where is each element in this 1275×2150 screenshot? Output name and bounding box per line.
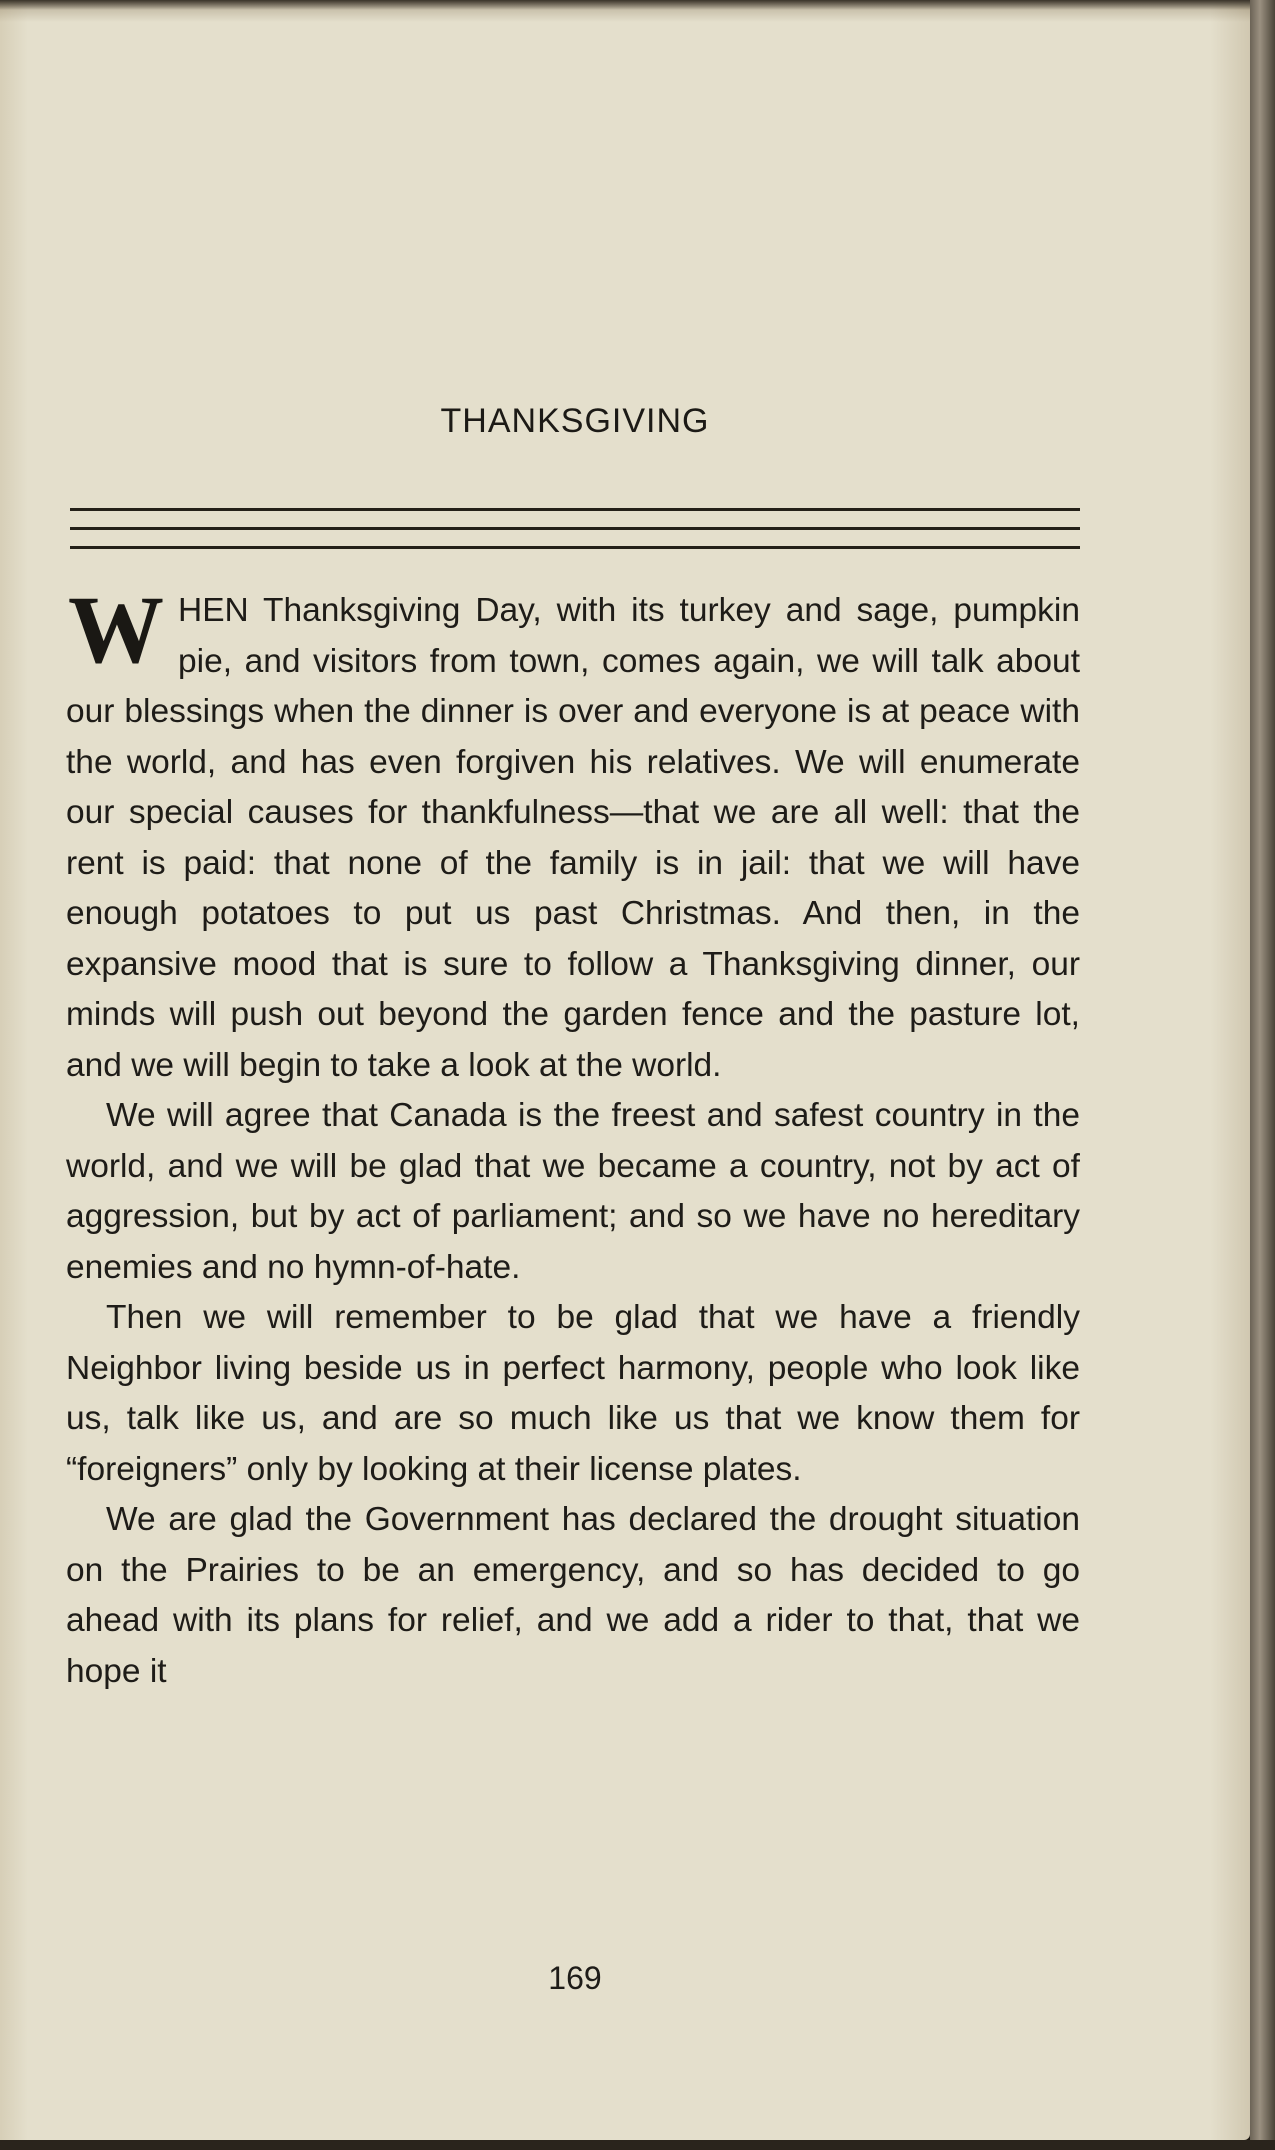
paragraph-1 bbox=[66, 576, 1080, 1091]
page-number: 169 bbox=[548, 1960, 602, 1996]
page-stack-edge bbox=[1250, 0, 1275, 2150]
heading-rules bbox=[70, 508, 1080, 550]
chapter-heading: THANKSGIVING bbox=[440, 402, 710, 440]
rule-line-middle bbox=[70, 527, 1080, 530]
rule-line-bottom bbox=[70, 546, 1080, 549]
paragraph-3: Then we will remember to be glad that we have a friendly Neighbor living beside us in perfect harmony, people who look like us, talk like us, and are so much like us that we know them for “foreigners” only by looking at their license plates. bbox=[66, 1299, 1080, 1488]
paragraph-1-text: HEN Thanksgiving Day, with its turkey and sage, pumpkin pie, and visitors from town, comes again, we will talk about our blessings when the dinner is over and everyone is at peace with the world, and has even forgiven his relatives. We will enumerate our special causes for thankfulness—that we are all well: that the rent is paid: that none of the family is in jail: that we will have enough potatoes to put us past Christmas. And then, in the expansive mood that is sure to follow a Thanksgiving dinner, our minds will push out beyond the garden fence and the pasture lot, and we will begin to take a look at the world. bbox=[66, 592, 1080, 1084]
body-text bbox=[66, 576, 1080, 1697]
paragraph-2: We will agree that Canada is the freest and safest country in the world, and we will be glad that we became a country, not by act of aggression, but by act of parliament; and so we have no hereditary enemies and no hymn-of-hate. bbox=[66, 1097, 1080, 1286]
page-bottom-edge bbox=[0, 2140, 1275, 2150]
paragraph-4: We are glad the Government has declared the drought situation on the Prairies to be an emergency, and so has decided to go ahead with its plans for relief, and we add a rider to that, that we hope it bbox=[66, 1501, 1080, 1690]
page-top-shadow bbox=[0, 0, 1250, 10]
rule-line-top bbox=[70, 508, 1080, 511]
drop-cap: W bbox=[68, 576, 164, 683]
